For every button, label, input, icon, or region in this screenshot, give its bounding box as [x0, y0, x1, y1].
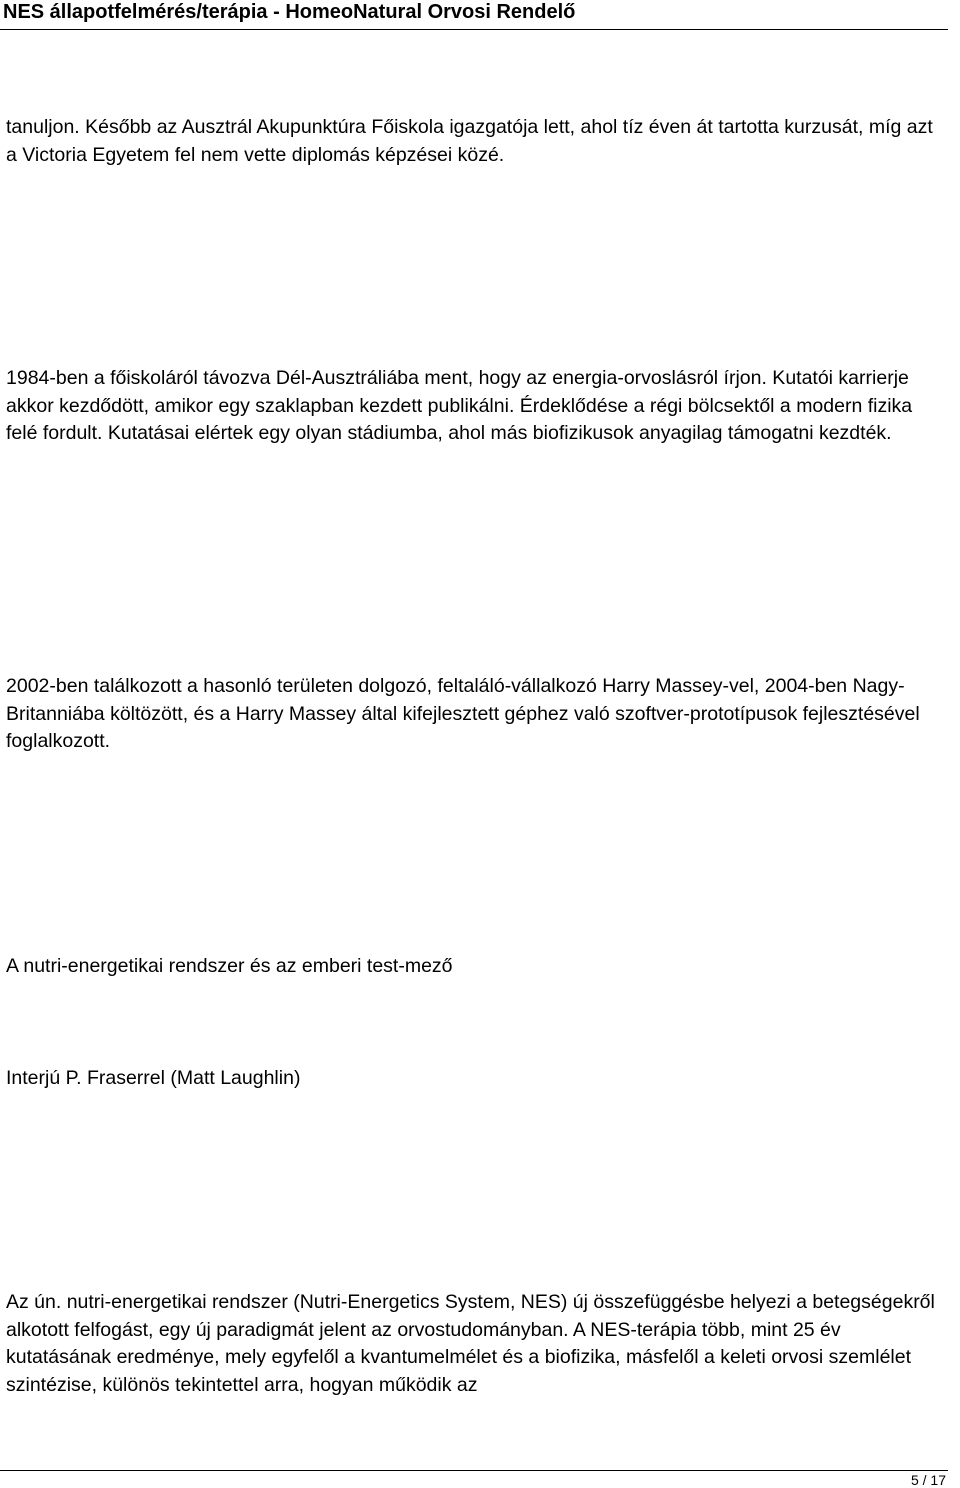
paragraph-nes-intro: Az ún. nutri-energetikai rendszer (Nutri-Energetics System, NES) új összefüggésbe helyezi a betegségekről alkotott felfogást, egy új paradigmát jelent az orvostudományban. A NES-terápia több, mint 25 év kutatásának eredménye, mely egyfelől a kvantumelmélet és a biofizika, másfelől a keleti orvosi szemlélet szintézise, különös tekintettel arra, hogyan működik az [6, 1291, 935, 1396]
footer-divider [0, 1470, 948, 1471]
header-divider [0, 29, 948, 30]
interview-heading: Interjú P. Fraserrel (Matt Laughlin) [6, 1067, 301, 1089]
document-title: NES állapotfelmérés/terápia - HomeoNatural Orvosi Rendelő [3, 1, 576, 23]
section-heading: A nutri-energetikai rendszer és az emberi test-mező [6, 955, 453, 977]
page-header [0, 0, 960, 46]
paragraph-harry-massey: 2002-ben találkozott a hasonló területen dolgozó, feltaláló-vállalkozó Harry Massey-vel, 2004-ben Nagy-Britanniába költözött, és a Harry Massey által kifejlesztett géphez való szoftver-prototípusok fejlesztésével foglalkozott. [6, 675, 920, 752]
page-number: 5 / 17 [910, 1472, 946, 1488]
paragraph-academy: tanuljon. Később az Ausztrál Akupunktúra Főiskola igazgatója lett, ahol tíz éven át tartotta kurzusát, míg azt a Victoria Egyetem fel nem vette diplomás képzései közé. [6, 116, 933, 166]
paragraph-south-australia: 1984-ben a főiskoláról távozva Dél-Ausztráliába ment, hogy az energia-orvoslásról írjon. Kutatói karrierje akkor kezdődött, amikor egy szaklapban kezdett publikálni. Érdeklődése a régi bölcsektől a modern fizika felé fordult. Kutatásai elértek egy olyan stádiumba, ahol más biofizikusok anyagilag támogatni kezdték. [6, 367, 913, 444]
